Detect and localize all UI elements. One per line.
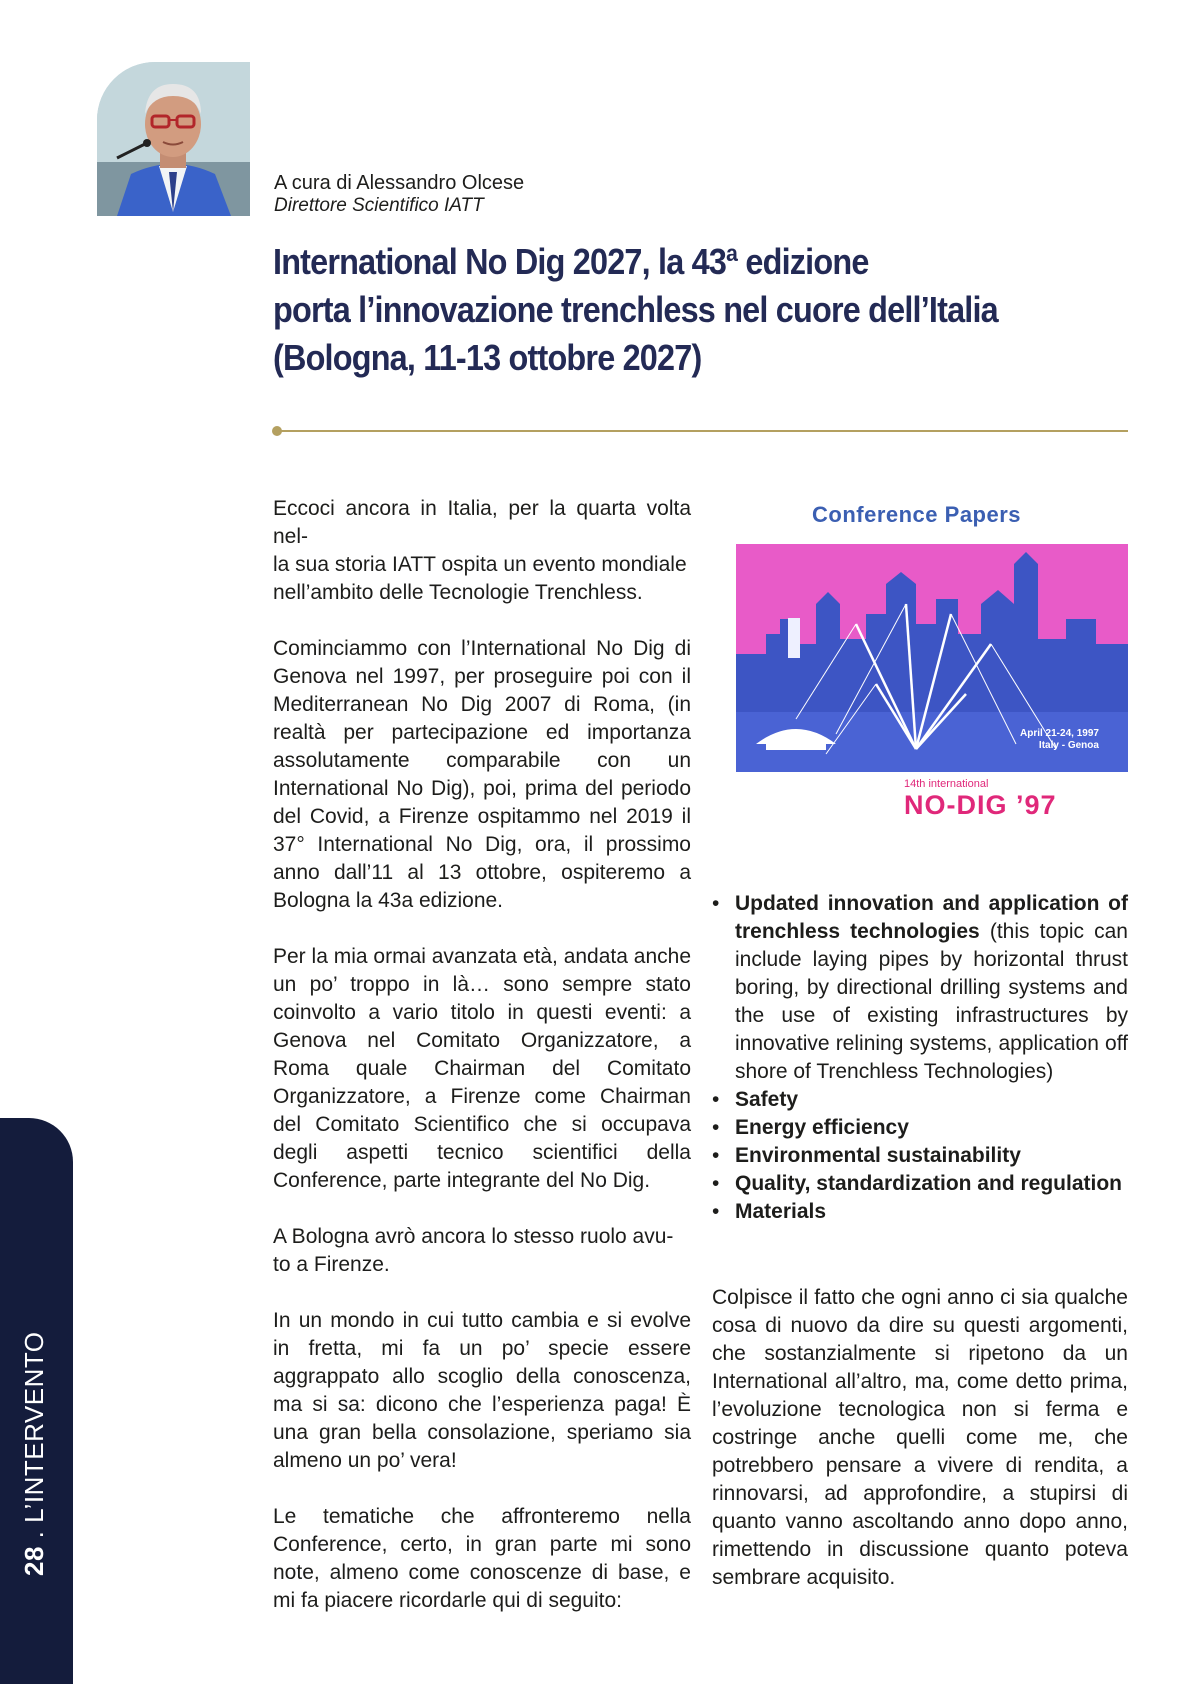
topic-title: Quality, standardization and regulation — [735, 1172, 1122, 1195]
paragraph: A Bologna avrò ancora lo stesso ruolo avu- to a Firenze. — [273, 1225, 674, 1276]
topic-title: Energy efficiency — [735, 1116, 909, 1139]
topics-list — [712, 890, 1128, 1226]
author-name: A cura di Alessandro Olcese — [274, 172, 525, 194]
divider-dot — [272, 426, 282, 436]
cover-brand: NO-DIG ’97 — [904, 790, 1057, 820]
paragraph: Per la mia ormai avanzata età, andata anche un po’ troppo in là… sono sempre stato coinvolto a vario titolo in questi eventi: a Genova nel Comitato Organizzatore, a Roma quale Chairman del Comitato Organizzatore, a Firenze come Chairman del Comitato Scientifico che si occupava degli aspetti tecnico scientifici della Conference, parte integrante del No Dig. — [273, 945, 691, 1192]
topic-title: Updated innovation and application of trenchless technologies — [735, 892, 1128, 943]
topic-item — [712, 1086, 1128, 1114]
left-column — [273, 495, 691, 1643]
topic-title: Environmental sustainability — [735, 1144, 1021, 1167]
topic-item — [712, 1170, 1128, 1198]
topic-item — [712, 890, 1128, 1086]
section-name: L’INTERVENTO — [19, 1331, 49, 1523]
section-label — [10, 1331, 58, 1576]
paragraph: Eccoci ancora in Italia, per la quarta volta nel- la sua storia IATT ospita un evento mondiale nell’ambito delle Tecnologie Trenchless. — [273, 497, 691, 604]
cover-edition: 14th international — [904, 778, 989, 790]
cover-location-line: Italy - Genoa — [1038, 740, 1099, 751]
headline-divider — [276, 430, 1128, 432]
byline — [274, 172, 524, 217]
topic-item — [712, 1142, 1128, 1170]
cover-date-line: April 21-24, 1997 — [1020, 728, 1099, 739]
author-role: Direttore Scientifico IATT — [274, 195, 484, 216]
closing-column — [712, 1284, 1128, 1592]
page-number: 28 — [19, 1546, 49, 1576]
cover-date — [1020, 728, 1099, 752]
author-photo — [97, 62, 250, 216]
topic-description: (this topic can include laying pipes by horizontal thrust boring, by directional drilling systems and the use of existing infrastructures by innovative relining systems, application off shore of Trenchless Technologies) — [735, 920, 1128, 1083]
topic-item — [712, 1114, 1128, 1142]
topic-title: Materials — [735, 1200, 827, 1223]
topic-title: Safety — [735, 1088, 799, 1111]
paragraph: In un mondo in cui tutto cambia e si evolve in fretta, mi fa un po’ specie essere aggrappato allo scoglio della conoscenza, ma si sa: dicono che l’esperienza paga! È una gran bella consolazione, speriamo sia almeno un po’ vera! — [273, 1309, 691, 1472]
topic-item — [712, 1198, 1128, 1226]
article-headline: International No Dig 2027, la 43ª edizione porta l’innovazione trenchless nel cuore dell’Italia (Bologna, 11-13 ottobre 2027) — [273, 241, 998, 378]
topics-column — [712, 890, 1128, 1226]
closing-paragraph: Colpisce il fatto che ogni anno ci sia qualche cosa di nuovo da dire su questi argomenti, che sostanzialmente si ripetono da un International all’altro, ma, come detto prima, l’evoluzione tecnologica non si ferma e costringe anche quelli come me, che potrebbero pensare a vivere di rendita, a rinnovarsi, ad approfondire, a stupirsi di quanto vanno ascoltando anno dopo anno, rimettendo in discussione quanto poteva sembrare acquisito. — [712, 1286, 1128, 1589]
paragraph: Cominciammo con l’International No Dig di Genova nel 1997, per proseguire poi con il Mediterranean No Dig 2007 di Roma, (in realtà per partecipazione ed importanza assolutamente comparabile con un International No Dig), poi, prima del periodo del Covid, a Firenze ospitammo nel 2019 il 37° International No Dig, ora, il prossimo anno dall’11 al 13 ottobre, ospiteremo a Bologna la 43a edizione. — [273, 637, 691, 912]
label-separator: . — [19, 1522, 49, 1547]
paragraph: Le tematiche che affronteremo nella Conference, certo, in gran parte mi sono note, almeno come conoscenze di base, e mi fa piacere ricordarle qui di seguito: — [273, 1505, 691, 1612]
cover-title: Conference Papers — [812, 502, 1022, 527]
conference-papers-cover — [720, 492, 1128, 870]
